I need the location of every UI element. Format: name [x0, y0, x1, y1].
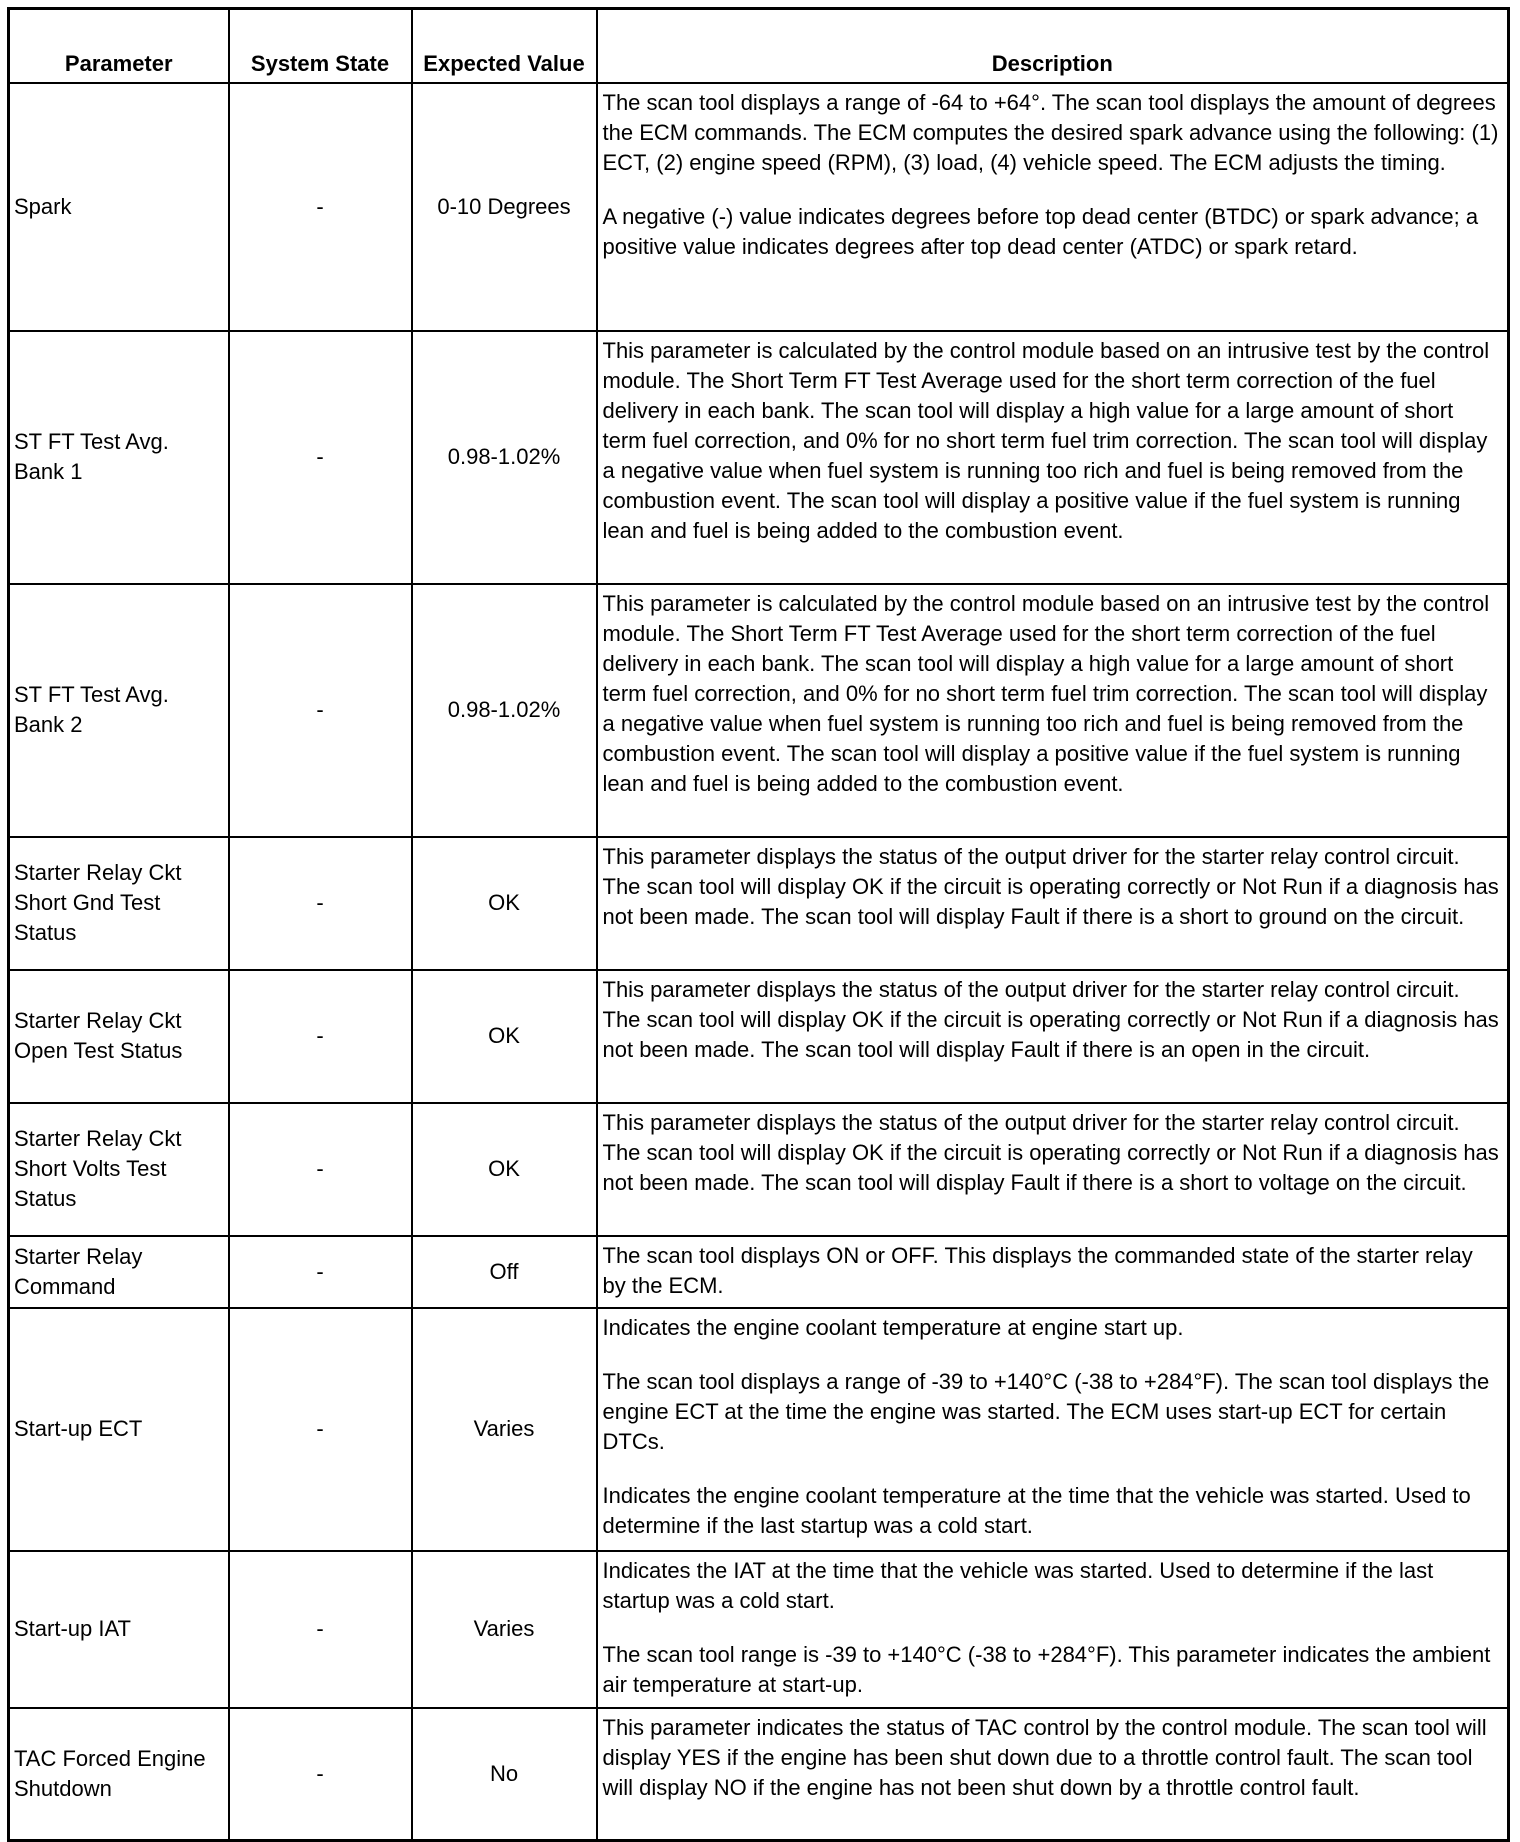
description-paragraph: A negative (-) value indicates degrees before top dead center (BTDC) or spark advance; a positive value indicates degrees after top dead center (ATDC) or spark retard.: [602, 203, 1479, 259]
row-system-state: -: [229, 1551, 412, 1708]
row-description: [597, 331, 1509, 584]
description-paragraph: This parameter is calculated by the control module based on an intrusive test by the control module. The Short Term FT Test Average used for the short term correction of the fuel delivery in each bank. The scan tool will display a high value for a large amount of short term fuel correction, and 0% for no short term fuel trim correction. The scan tool will display a negative value when fuel system is running too rich and fuel is being removed from the combustion event. The scan tool will display a positive value if the fuel system is running lean and fuel is being added to the combustion event.: [602, 590, 1490, 796]
row-parameter: ST FT Test Avg. Bank 2: [9, 584, 229, 837]
header-description: Description: [597, 9, 1509, 83]
row-parameter: Start-up ECT: [9, 1308, 229, 1551]
header-expected-value: Expected Value: [412, 9, 597, 83]
row-description: [597, 837, 1509, 970]
row-parameter: Start-up IAT: [9, 1551, 229, 1708]
row-system-state: -: [229, 1103, 412, 1236]
row-system-state: -: [229, 837, 412, 970]
row-parameter: TAC Forced Engine Shutdown: [9, 1708, 229, 1841]
description-paragraph: The scan tool displays ON or OFF. This displays the commanded state of the starter relay by the ECM.: [602, 1242, 1473, 1298]
table-row: [9, 1236, 1509, 1308]
row-description: [597, 1236, 1509, 1308]
row-parameter: Spark: [9, 83, 229, 331]
row-expected-value: OK: [412, 970, 597, 1103]
row-description: [597, 1308, 1509, 1551]
row-expected-value: Varies: [412, 1308, 597, 1551]
header-system-state: System State: [229, 9, 412, 83]
row-expected-value: 0.98-1.02%: [412, 584, 597, 837]
row-expected-value: OK: [412, 837, 597, 970]
description-paragraph: This parameter displays the status of the output driver for the starter relay control circuit. The scan tool will display OK if the circuit is operating correctly or Not Run if a diagnosis has not been made. The scan tool will display Fault if there is an open in the circuit.: [602, 976, 1499, 1062]
row-system-state: -: [229, 331, 412, 584]
description-paragraph: Indicates the engine coolant temperature at engine start up.: [602, 1314, 1184, 1340]
row-parameter: Starter Relay Ckt Short Gnd Test Status: [9, 837, 229, 970]
table-row: [9, 584, 1509, 837]
row-description: [597, 1103, 1509, 1236]
table-row: [9, 1308, 1509, 1551]
table-row: [9, 837, 1509, 970]
row-system-state: -: [229, 1236, 412, 1308]
row-expected-value: Off: [412, 1236, 597, 1308]
description-paragraph: This parameter is calculated by the control module based on an intrusive test by the control module. The Short Term FT Test Average used for the short term correction of the fuel delivery in each bank. The scan tool will display a high value for a large amount of short term fuel correction, and 0% for no short term fuel trim correction. The scan tool will display a negative value when fuel system is running too rich and fuel is being removed from the combustion event. The scan tool will display a positive value if the fuel system is running lean and fuel is being added to the combustion event.: [602, 337, 1490, 543]
row-system-state: -: [229, 83, 412, 331]
table-header-row: [9, 9, 1509, 83]
description-paragraph: This parameter displays the status of the output driver for the starter relay control circuit. The scan tool will display OK if the circuit is operating correctly or Not Run if a diagnosis has not been made. The scan tool will display Fault if there is a short to voltage on the circuit.: [602, 1109, 1499, 1195]
row-description: [597, 1708, 1509, 1841]
description-paragraph: The scan tool displays a range of -39 to +140°C (-38 to +284°F). The scan tool displays the engine ECT at the time the engine was started. The ECM uses start-up ECT for certain DTCs.: [602, 1368, 1490, 1454]
row-expected-value: Varies: [412, 1551, 597, 1708]
description-paragraph: The scan tool range is -39 to +140°C (-38 to +284°F). This parameter indicates the ambient air temperature at start-up.: [602, 1641, 1491, 1697]
table-row: [9, 83, 1509, 331]
description-paragraph: The scan tool displays a range of -64 to +64°. The scan tool displays the amount of degrees the ECM commands. The ECM computes the desired spark advance using the following: (1) ECT, (2) engine speed (RPM), (3) load, (4) vehicle speed. The ECM adjusts the timing.: [602, 89, 1499, 175]
row-system-state: -: [229, 970, 412, 1103]
description-paragraph: Indicates the IAT at the time that the vehicle was started. Used to determine if the last startup was a cold start.: [602, 1557, 1434, 1613]
description-paragraph: Indicates the engine coolant temperature at the time that the vehicle was started. Used to determine if the last startup was a cold start.: [602, 1482, 1471, 1538]
description-paragraph: This parameter indicates the status of TAC control by the control module. The scan tool will display YES if the engine has been shut down due to a throttle control fault. The scan tool will display NO if the engine has not been shut down by a throttle control fault.: [602, 1714, 1487, 1800]
row-expected-value: OK: [412, 1103, 597, 1236]
row-expected-value: 0.98-1.02%: [412, 331, 597, 584]
row-system-state: -: [229, 1308, 412, 1551]
row-expected-value: 0-10 Degrees: [412, 83, 597, 331]
table-row: [9, 1551, 1509, 1708]
row-description: [597, 83, 1509, 331]
description-paragraph: This parameter displays the status of the output driver for the starter relay control circuit. The scan tool will display OK if the circuit is operating correctly or Not Run if a diagnosis has not been made. The scan tool will display Fault if there is a short to ground on the circuit.: [602, 843, 1499, 929]
row-system-state: -: [229, 584, 412, 837]
table-row: [9, 970, 1509, 1103]
row-expected-value: No: [412, 1708, 597, 1841]
row-parameter: Starter Relay Ckt Open Test Status: [9, 970, 229, 1103]
row-system-state: -: [229, 1708, 412, 1841]
parameter-table: [7, 7, 1510, 1842]
row-description: [597, 970, 1509, 1103]
row-description: [597, 584, 1509, 837]
row-parameter: Starter Relay Command: [9, 1236, 229, 1308]
row-description: [597, 1551, 1509, 1708]
table-row: [9, 1103, 1509, 1236]
row-parameter: ST FT Test Avg. Bank 1: [9, 331, 229, 584]
header-parameter: Parameter: [9, 9, 229, 83]
table-row: [9, 1708, 1509, 1841]
table-row: [9, 331, 1509, 584]
row-parameter: Starter Relay Ckt Short Volts Test Status: [9, 1103, 229, 1236]
